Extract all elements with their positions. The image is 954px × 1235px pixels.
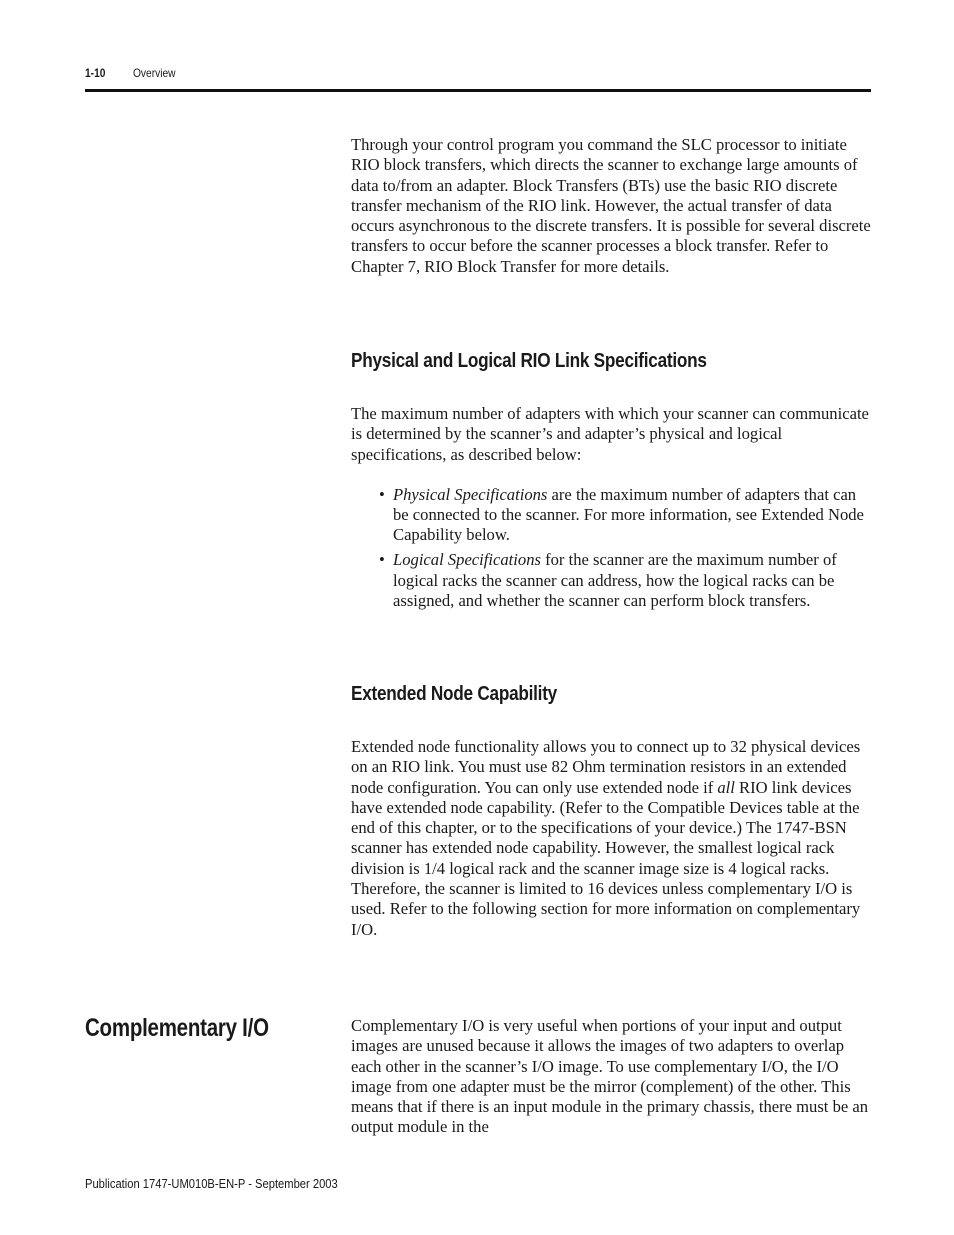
complementary-block [351,1016,871,1138]
intro-block [351,135,871,277]
header-rule [85,89,871,92]
extended-node-paragraph [351,737,871,940]
heading-complementary-io: Complementary I/O [85,1014,269,1042]
bullet-icon: • [379,550,385,570]
bullet-logical-text: for the scanner are the maximum number of logical racks the scanner can address, how the logical racks can be assigned, and whether the scanner can perform block transfers. [393,550,837,610]
complementary-paragraph: Complementary I/O is very useful when portions of your input and output images are unused because it allows the images of two adapters to overlap each other in the scanner’s I/O image. To use complementary I/O, the I/O image from one adapter must be the mirror (complement) of the other. This means that if there is an input module in the primary chassis, there must be an output module in the [351,1016,869,1137]
extended-node-block [351,737,871,940]
extended-text-after: RIO link devices have extended node capability. (Refer to the Compatible Devices table at the end of this chapter, or to the specifications of your device.) The 1747-BSN scanner has extended node capability. However, the smallest logical rack division is 1/4 logical rack and the scanner image size is 4 logical racks. Therefore, the scanner is limited to 16 devices unless complementary I/O is used. Refer to the following section for more information on complementary I/O. [351,777,861,939]
specs-bullet-list [351,485,871,611]
intro-paragraph: Through your control program you command the SLC processor to initiate RIO block transfers, which directs the scanner to exchange large amounts of data to/from an adapter. Block Transfers (BTs) use the basic RIO discrete transfer mechanism of the RIO link. However, the actual transfer of data occurs asynchronous to the discrete transfers. It is possible for several discrete transfers to occur before the scanner processes a block transfer. Refer to Chapter 7, RIO Block Transfer for more details. [351,135,871,276]
heading-physical-logical-specs: Physical and Logical RIO Link Specifications [351,350,707,372]
extended-emphasis: all [717,777,735,797]
specs-paragraph: The maximum number of adapters with which your scanner can communicate is determined by the scanner’s and adapter’s physical and logical specifications, as described below: [351,404,869,464]
extended-text-before: Extended node functionality allows you to connect up to 32 physical devices on an RIO link. You must use 82 Ohm termination resistors in an extended node configuration. You can only use extended node if [351,737,861,797]
running-header-section: Overview [133,66,176,80]
page-number: 1-10 [85,66,106,80]
publication-footer: Publication 1747-UM010B-EN-P - September 2003 [85,1176,338,1191]
bullet-physical-text: are the maximum number of adapters that can be connected to the scanner. For more information, see Extended Node Capability below. [393,484,864,545]
term-logical-specifications: Logical Specifications [393,550,541,570]
term-physical-specifications: Physical Specifications [393,484,548,504]
bullet-icon: • [379,484,385,504]
bullet-physical-specifications [351,485,871,546]
specs-block [351,404,871,616]
heading-extended-node-capability: Extended Node Capability [351,683,557,705]
bullet-logical-specifications [351,550,871,611]
